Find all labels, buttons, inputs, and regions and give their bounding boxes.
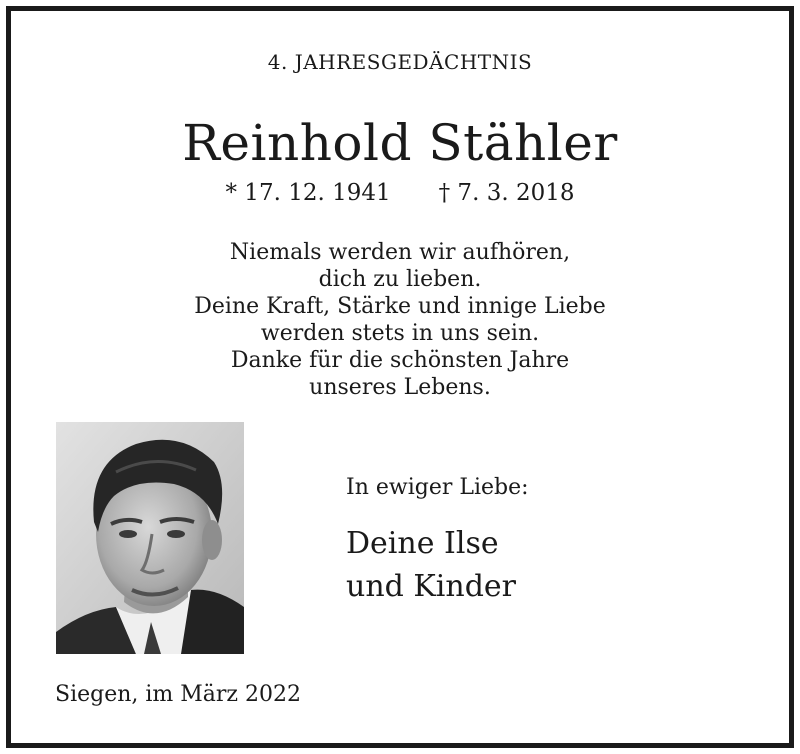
poem-line: Deine Kraft, Stärke und innige Liebe (194, 294, 606, 319)
love-label: In ewiger Liebe: (346, 475, 529, 500)
signers (346, 522, 516, 608)
poem-line: werden stets in uns sein. (260, 321, 540, 346)
death-date: † 7. 3. 2018 (438, 180, 575, 206)
poem-line: Niemals werden wir aufhören, (229, 240, 571, 265)
signer-line: und Kinder (346, 569, 517, 604)
portrait-illustration (56, 422, 244, 654)
anniversary-heading: 4. JAHRESGEDÄCHTNIS (267, 50, 533, 74)
birth-date: * 17. 12. 1941 (225, 180, 391, 206)
poem-line: Danke für die schönsten Jahre (230, 348, 570, 373)
memorial-poem (0, 239, 800, 401)
life-dates (0, 180, 800, 206)
place-and-date: Siegen, im März 2022 (55, 682, 302, 707)
poem-line: unseres Lebens. (309, 375, 491, 400)
deceased-name: Reinhold Stähler (182, 114, 618, 172)
poem-line: dich zu lieben. (318, 267, 482, 292)
portrait-photo (56, 422, 244, 654)
signer-line: Deine Ilse (346, 526, 499, 561)
